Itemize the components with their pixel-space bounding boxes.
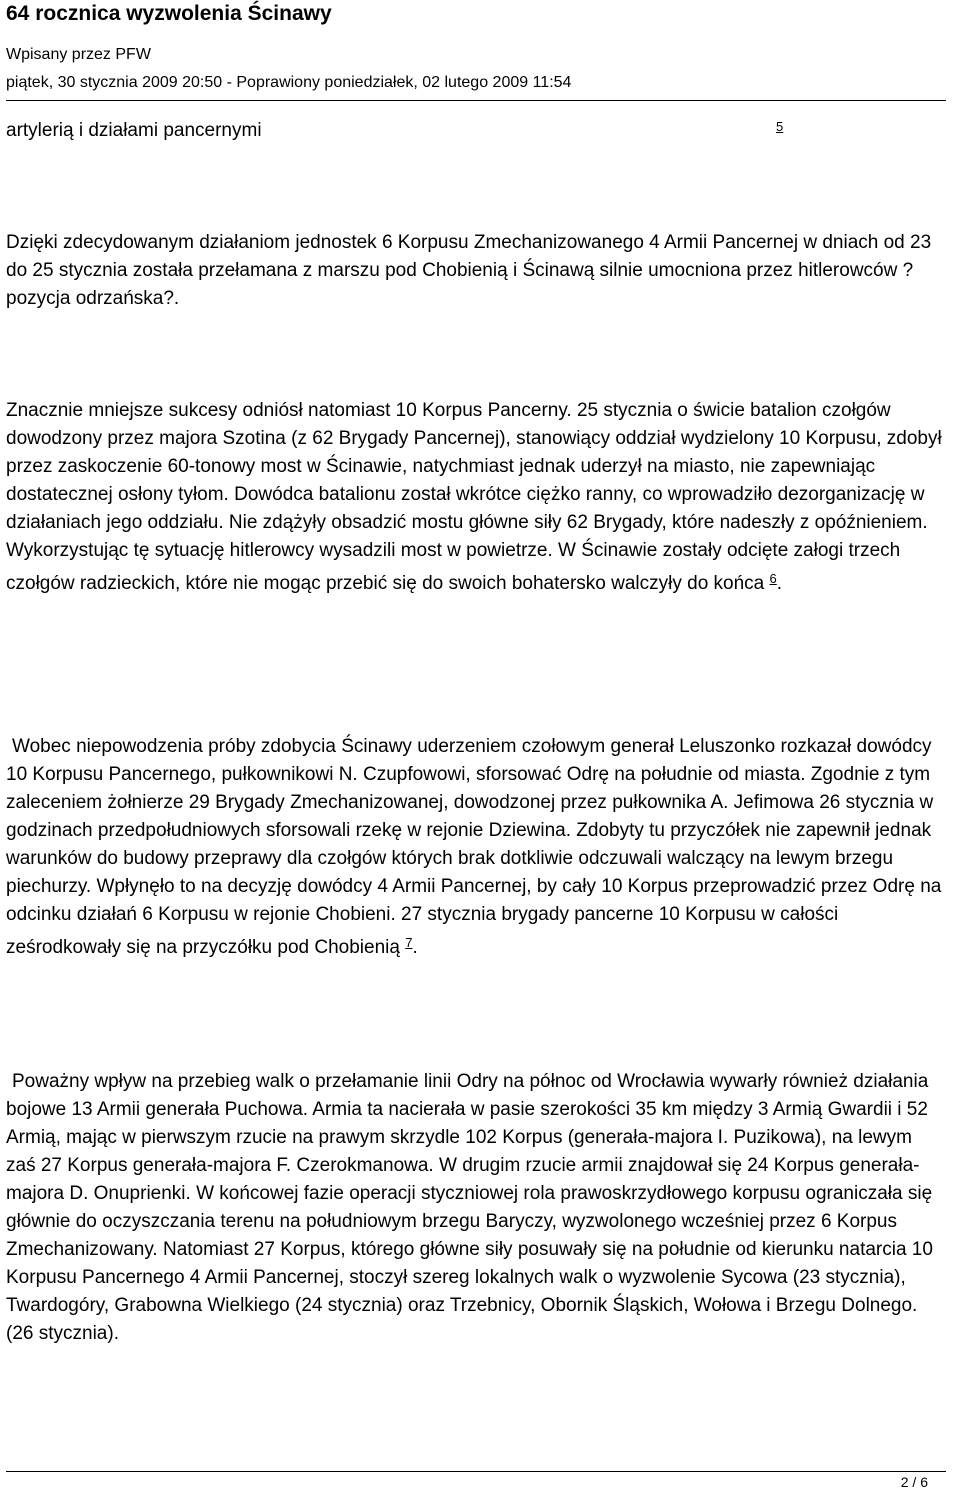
date-line: piątek, 30 stycznia 2009 20:50 - Poprawiony poniedziałek, 02 lutego 2009 11:54	[6, 74, 572, 91]
article-title: 64 rocznica wyzwolenia Ścinawy	[6, 2, 332, 25]
continuation-line: artylerią i działami pancernymi	[6, 120, 262, 141]
footnote-link-7[interactable]: 7	[405, 935, 413, 950]
footnote-link-5[interactable]: 5	[776, 119, 784, 134]
page-number: 2 / 6	[900, 1474, 928, 1490]
paragraph-2-text: Znacznie mniejsze sukcesy odniósł natomiast 10 Korpus Pancerny. 25 stycznia o świcie batalion czołgów dowodzony przez majora Szotina (z 62 Brygady Pancernej), stanowiący oddział wydzielony 10 Korpusu, zdobył przez zaskoczenie 60-tonowy most w Ścinawie, natychmiast jednak uderzył na miasto, nie zapewniając dostatecznej osłony tyłom. Dowódca batalionu został wkrótce ciężko ranny, co wprowadziło dezorganizację w działaniach jego oddziału. Nie zdążyły obsadzić mostu główne siły 62 Brygady, które nadeszły z opóźnieniem. Wykorzystując tę sytuację hitlerowcy wysadzili most w powietrze. W Ścinawie zostały odcięte załogi trzech czołgów radzieckich, które nie mogąc przebić się do swoich bohatersko walczyły do końca	[6, 400, 942, 594]
paragraph-1: Dzięki zdecydowanym działaniom jednostek 6 Korpusu Zmechanizowanego 4 Armii Pancernej w dniach od 23 do 25 stycznia została przełamana z marszu pod Chobienią i Ścinawą silnie umocniona przez hitlerowców ?pozycja odrzańska?.	[6, 232, 932, 309]
paragraph-3-text: Wobec niepowodzenia próby zdobycia Ścinawy uderzeniem czołowym generał Leluszonko rozkazał dowódcy 10 Korpusu Pancernego, pułkownikowi N. Czupfowowi, sforsować Odrę na południe od miasta. Zgodnie z tym zaleceniem żołnierze 29 Brygady Zmechanizowanej, dowodzonej przez pułkownika A. Jefimowa 26 stycznia w godzinach przedpołudniowych sforsowali rzekę w rejonie Dziewina. Zdobyty tu przyczółek nie zapewnił jednak warunków do budowy przeprawy dla czołgów których brak dotkliwie odczuwali walczący na lewym brzegu piechurzy. Wpłynęło to na decyzję dowódcy 4 Armii Pancernej, by cały 10 Korpus przeprowadzić przez Odrę na odcinku działań 6 Korpusu w rejonie Chobieni. 27 stycznia brygady pancerne 10 Korpusu w całości ześrodkowały się na przyczółku pod Chobienią	[6, 736, 942, 958]
footer-divider	[6, 1471, 946, 1472]
paragraph-2	[6, 397, 944, 598]
paragraph-4: Poważny wpływ na przebieg walk o przełamanie linii Odry na północ od Wrocławia wywarły również działania bojowe 13 Armii generała Puchowa. Armia ta nacierała w pasie szerokości 35 km między 3 Armią Gwardii i 52 Armią, mając w pierwszym rzucie na prawym skrzydle 102 Korpus (generała-majora I. Puzikowa), na lewym zaś 27 Korpus generała-majora F. Czerokmanowa. W drugim rzucie armii znajdował się 24 Korpus generała-majora D. Onuprienki. W końcowej fazie operacji styczniowej rola prawoskrzydłowego korpusu ograniczała się głównie do oczyszczania terenu na południowym brzegu Baryczy, wyzwolonego wcześniej przez 6 Korpus Zmechanizowany. Natomiast 27 Korpus, którego główne siły posuwały się na południe od kierunku natarcia 10 Korpusu Pancernego 4 Armii Pancernej, stoczył szereg lokalnych walk o wyzwolenie Sycowa (23 stycznia), Twardogóry, Grabowna Wielkiego (24 stycznia) oraz Trzebnicy, Obornik Śląskich, Wołowa i Brzegu Dolnego. (26 stycznia).	[6, 1071, 933, 1344]
footnote-link-6[interactable]: 6	[769, 571, 777, 586]
paragraph-2-end: .	[776, 573, 783, 594]
paragraph-3-end: .	[412, 937, 418, 958]
header-divider	[6, 100, 946, 101]
paragraph-3	[6, 733, 944, 962]
author-line: Wpisany przez PFW	[6, 46, 151, 63]
